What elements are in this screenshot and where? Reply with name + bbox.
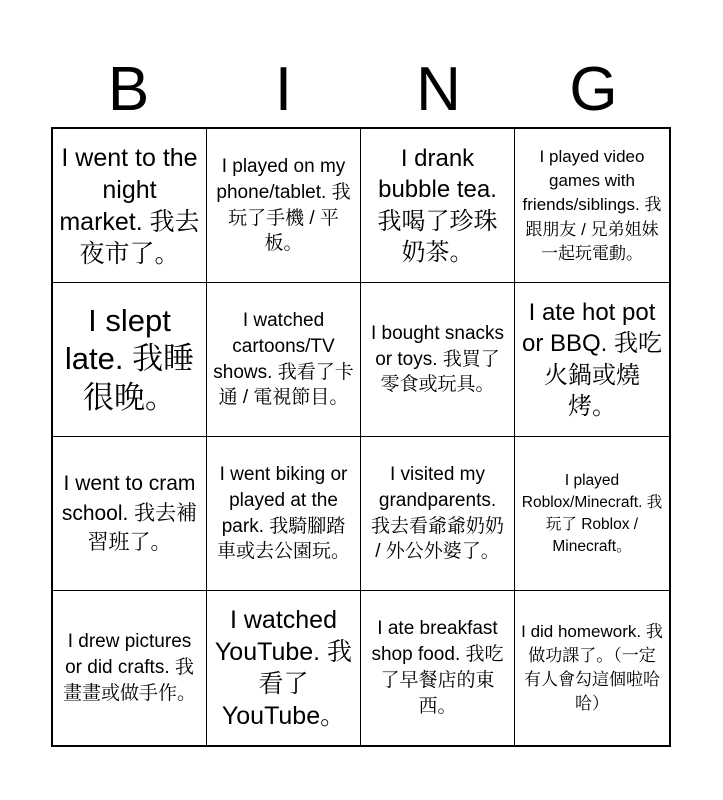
bingo-cell[interactable]: [361, 437, 515, 591]
cell-text: I went to the night market. 我去夜市了。: [59, 143, 200, 268]
bingo-cell[interactable]: [53, 129, 207, 283]
bingo-cell[interactable]: [515, 437, 669, 591]
cell-text: I watched YouTube. 我看了 YouTube。: [214, 606, 353, 730]
cell-text: I drank bubble tea. 我喝了珍珠奶茶。: [377, 145, 498, 266]
cell-text: I ate breakfast shop food. 我吃了早餐店的東西。: [371, 618, 504, 717]
header-letter-g: G: [569, 55, 618, 124]
cell-text: I played Roblox/Minecraft. 我玩了 Roblox / Minecraft。: [521, 471, 663, 555]
bingo-board: [51, 127, 671, 747]
bingo-cell[interactable]: [207, 283, 361, 437]
cell-text: I slept late. 我睡很晚。: [64, 302, 195, 415]
header-letter-n: N: [416, 55, 461, 124]
cell-text: I did homework. 我做功課了。（一定有人會勾這個啦哈哈）: [521, 621, 663, 714]
bingo-cell[interactable]: [361, 129, 515, 283]
bingo-cell[interactable]: [515, 283, 669, 437]
bingo-cell[interactable]: [207, 591, 361, 745]
header-letter-b: B: [107, 55, 150, 124]
bingo-cell[interactable]: [207, 129, 361, 283]
bingo-header: [51, 52, 671, 128]
bingo-cell[interactable]: [515, 591, 669, 745]
cell-text: I went to cram school. 我去補習班了。: [61, 472, 198, 555]
bingo-cell[interactable]: [53, 591, 207, 745]
cell-text: I drew pictures or did crafts. 我畫畫或做手作。: [62, 631, 196, 704]
cell-text: I played video games with friends/siblings. 我跟朋友 / 兄弟姐妹一起玩電動。: [522, 147, 662, 263]
bingo-cell[interactable]: [53, 283, 207, 437]
cell-text: I ate hot pot or BBQ. 我吃火鍋或燒烤。: [521, 299, 663, 420]
cell-text: I visited my grandparents. 我去看爺爺奶奶 / 外公外婆了。: [370, 463, 504, 563]
bingo-cell[interactable]: [207, 437, 361, 591]
cell-text: I went biking or played at the park. 我騎腳踏車或去公園玩。: [216, 463, 350, 563]
bingo-cell[interactable]: [53, 437, 207, 591]
bingo-cell[interactable]: [361, 591, 515, 745]
bingo-cell[interactable]: [361, 283, 515, 437]
cell-text: I bought snacks or toys. 我買了零食或玩具。: [370, 322, 505, 396]
cell-text: I played on my phone/tablet. 我玩了手機 / 平板。: [216, 155, 351, 255]
header-letter-i: I: [274, 55, 293, 124]
bingo-cell[interactable]: [515, 129, 669, 283]
cell-text: I watched cartoons/TV shows. 我看了卡通 / 電視節目。: [213, 309, 354, 409]
